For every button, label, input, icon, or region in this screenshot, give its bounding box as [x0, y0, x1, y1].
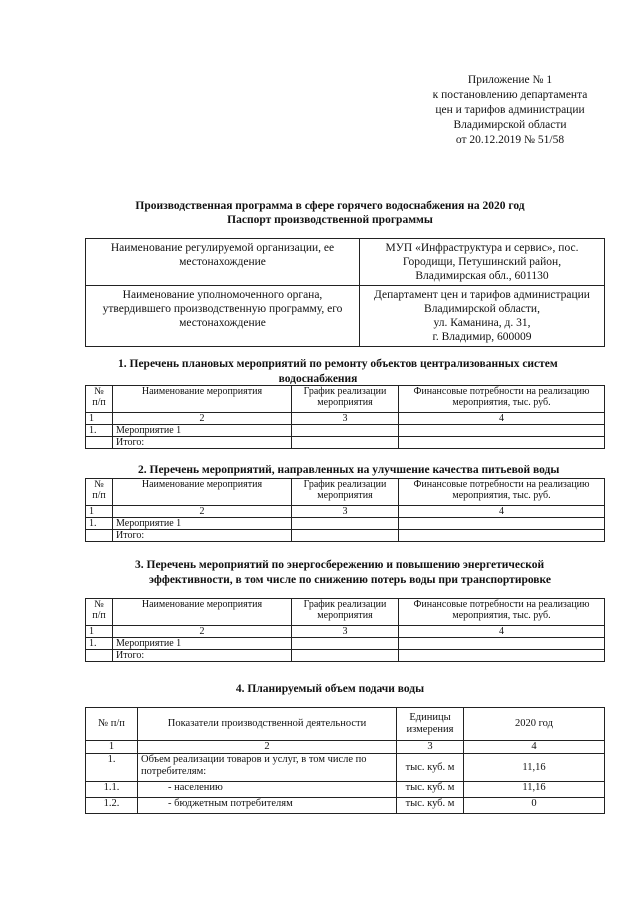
row-finance [399, 425, 605, 437]
header-name: Наименование мероприятия [113, 386, 292, 413]
row-finance [399, 638, 605, 650]
passport-value-line: Департамент цен и тарифов администрации [374, 289, 590, 301]
passport-row [86, 239, 605, 286]
row-schedule [292, 437, 399, 449]
passport-value-line: Городищи, Петушинский район, [402, 256, 562, 268]
document-title-line1: Производственная программа в сфере горячего водоснабжения на 2020 год [135, 200, 525, 212]
index-cell: 2 [113, 413, 292, 425]
document-title [70, 199, 590, 227]
passport-value-line: Владимирской области, [424, 303, 540, 315]
table-total-row [86, 437, 605, 449]
index-cell: 1 [86, 413, 113, 425]
section2-title: 2. Перечень мероприятий, направленных на улучшение качества питьевой воды [138, 464, 560, 476]
header-finance: Финансовые потребности на реализацию мероприятия, тыс. руб. [399, 386, 605, 413]
section3-table [85, 598, 605, 662]
passport-value-line: МУП «Инфраструктура и сервис», пос. [385, 242, 579, 254]
passport-row [86, 286, 605, 347]
section1-title-line: водоснабжения [278, 373, 358, 385]
table-total-row [86, 650, 605, 662]
row-schedule [292, 638, 399, 650]
passport-value-line: ул. Каманина, д. 31, [433, 317, 531, 329]
index-cell: 4 [399, 506, 605, 518]
table-index-row [86, 506, 605, 518]
row-num: 1. [86, 425, 113, 437]
table-row [86, 425, 605, 437]
table-total-row [86, 530, 605, 542]
table-row [86, 798, 605, 814]
row-num [86, 650, 113, 662]
index-cell: 4 [399, 626, 605, 638]
table-header-row [86, 708, 605, 741]
index-cell: 1 [86, 741, 138, 754]
table-header-row [86, 479, 605, 506]
header-schedule: График реализации мероприятия [292, 479, 399, 506]
row-value: 0 [464, 798, 605, 814]
appendix-line: цен и тарифов администрации [435, 104, 585, 116]
table-row [86, 638, 605, 650]
row-value: 11,16 [464, 754, 605, 782]
index-cell: 3 [397, 741, 464, 754]
row-unit: тыс. куб. м [397, 754, 464, 782]
row-indicator: - бюджетным потребителям [138, 798, 397, 814]
table-index-row [86, 626, 605, 638]
header-finance: Финансовые потребности на реализацию мероприятия, тыс. руб. [399, 599, 605, 626]
passport-value [360, 286, 605, 347]
passport-value-line: Владимирская обл., 601130 [415, 270, 549, 282]
row-schedule [292, 425, 399, 437]
header-schedule: График реализации мероприятия [292, 599, 399, 626]
index-cell: 3 [292, 506, 399, 518]
header-num: № п/п [86, 708, 138, 741]
table-row [86, 518, 605, 530]
row-schedule [292, 530, 399, 542]
header-unit: Единицы измерения [397, 708, 464, 741]
appendix-line: Владимирской области [453, 119, 567, 131]
section1-table [85, 385, 605, 449]
row-num: 1.2. [86, 798, 138, 814]
passport-label: Наименование уполномоченного органа, утвердившего производственную программу, его местонахождение [86, 286, 360, 347]
appendix-line: к постановлению департамента [432, 89, 588, 101]
appendix-header [392, 73, 628, 148]
section4-table [85, 707, 605, 814]
row-schedule [292, 518, 399, 530]
row-num [86, 530, 113, 542]
header-name: Наименование мероприятия [113, 479, 292, 506]
row-num: 1.1. [86, 782, 138, 798]
section2-table [85, 478, 605, 542]
header-num: № п/п [86, 479, 113, 506]
row-indicator: - населению [138, 782, 397, 798]
section1-title [118, 357, 598, 387]
section3-title-line: эффективности, в том числе по снижению потерь воды при транспортировке [149, 574, 551, 586]
header-schedule: График реализации мероприятия [292, 386, 399, 413]
appendix-line: от 20.12.2019 № 51/58 [455, 134, 565, 146]
row-indicator: Объем реализации товаров и услуг, в том числе по потребителям: [138, 754, 397, 782]
index-cell: 2 [138, 741, 397, 754]
table-header-row [86, 599, 605, 626]
row-num: 1. [86, 638, 113, 650]
section3-title [135, 558, 605, 588]
row-name: Мероприятие 1 [113, 425, 292, 437]
index-cell: 3 [292, 626, 399, 638]
row-num: 1. [86, 518, 113, 530]
index-cell: 1 [86, 626, 113, 638]
index-cell: 4 [399, 413, 605, 425]
passport-value-line: г. Владимир, 600009 [432, 331, 532, 343]
row-finance [399, 650, 605, 662]
index-cell: 2 [113, 506, 292, 518]
row-unit: тыс. куб. м [397, 798, 464, 814]
header-year: 2020 год [464, 708, 605, 741]
row-name: Мероприятие 1 [113, 518, 292, 530]
header-indicator: Показатели производственной деятельности [138, 708, 397, 741]
header-name: Наименование мероприятия [113, 599, 292, 626]
index-cell: 1 [86, 506, 113, 518]
table-index-row [86, 741, 605, 754]
document-subtitle: Паспорт производственной программы [227, 214, 433, 226]
section3-title-line: 3. Перечень мероприятий по энергосбережению и повышению энергетической [135, 559, 545, 571]
row-num [86, 437, 113, 449]
passport-label: Наименование регулируемой организации, ее местонахождение [86, 239, 360, 286]
row-total-label: Итого: [113, 437, 292, 449]
header-num: № п/п [86, 599, 113, 626]
row-num: 1. [86, 754, 138, 782]
passport-table [85, 238, 605, 347]
row-finance [399, 518, 605, 530]
row-unit: тыс. куб. м [397, 782, 464, 798]
index-cell: 4 [464, 741, 605, 754]
row-total-label: Итого: [113, 650, 292, 662]
row-name: Мероприятие 1 [113, 638, 292, 650]
section4-title: 4. Планируемый объем подачи воды [235, 683, 425, 695]
row-finance [399, 530, 605, 542]
row-value: 11,16 [464, 782, 605, 798]
index-cell: 3 [292, 413, 399, 425]
row-total-label: Итого: [113, 530, 292, 542]
table-row [86, 782, 605, 798]
header-finance: Финансовые потребности на реализацию мероприятия, тыс. руб. [399, 479, 605, 506]
row-finance [399, 437, 605, 449]
index-cell: 2 [113, 626, 292, 638]
header-num: № п/п [86, 386, 113, 413]
table-index-row [86, 413, 605, 425]
appendix-line: Приложение № 1 [467, 74, 553, 86]
table-header-row [86, 386, 605, 413]
table-row [86, 754, 605, 782]
row-schedule [292, 650, 399, 662]
section1-title-line: 1. Перечень плановых мероприятий по ремонту объектов централизованных систем [118, 358, 558, 370]
passport-value [360, 239, 605, 286]
